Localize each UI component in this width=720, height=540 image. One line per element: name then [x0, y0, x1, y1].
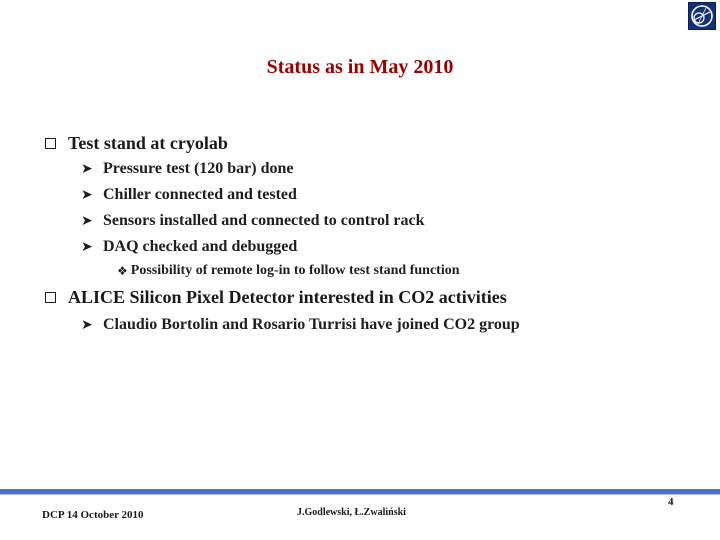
subitem: [81, 212, 424, 230]
bullet-text: Test stand at cryolab: [68, 133, 228, 153]
footer-authors: J.Godlewski, Ł.Zwaliński: [297, 507, 406, 518]
arrow-bullet-icon: ➤: [81, 187, 93, 203]
cern-logo-icon: [688, 2, 716, 30]
diamond-bullet-icon: ❖: [117, 264, 128, 278]
checkbox-bullet-icon: [45, 138, 56, 149]
subitem-text: Chiller connected and tested: [103, 186, 297, 203]
arrow-bullet-icon: ➤: [81, 161, 93, 177]
arrow-bullet-icon: ➤: [81, 213, 93, 229]
subitem: [81, 316, 520, 334]
arrow-bullet-icon: ➤: [81, 239, 93, 255]
subitem: [81, 160, 294, 178]
subitem-text: Pressure test (120 bar) done: [103, 160, 294, 177]
subitem: [81, 186, 297, 204]
bullet-text: ALICE Silicon Pixel Detector interested in CO2 activities: [68, 287, 507, 307]
checkbox-bullet-icon: [45, 292, 56, 303]
bullet-test-stand: [45, 133, 228, 154]
arrow-bullet-icon: ➤: [81, 317, 93, 333]
footer-divider-shadow: [0, 494, 720, 495]
subsubitem-text: Possibility of remote log-in to follow test stand function: [130, 263, 460, 278]
subitem-text: DAQ checked and debugged: [103, 238, 298, 255]
subitem-text: Sensors installed and connected to control rack: [103, 212, 425, 229]
subsubitem: [117, 263, 460, 279]
bullet-alice: [45, 287, 507, 308]
slide-title: Status as in May 2010: [266, 56, 454, 78]
footer-left: DCP 14 October 2010: [42, 509, 144, 521]
subitem: [81, 238, 297, 256]
page-number: 4: [668, 496, 674, 508]
subitem-text: Claudio Bortolin and Rosario Turrisi have joined CO2 group: [103, 316, 520, 333]
